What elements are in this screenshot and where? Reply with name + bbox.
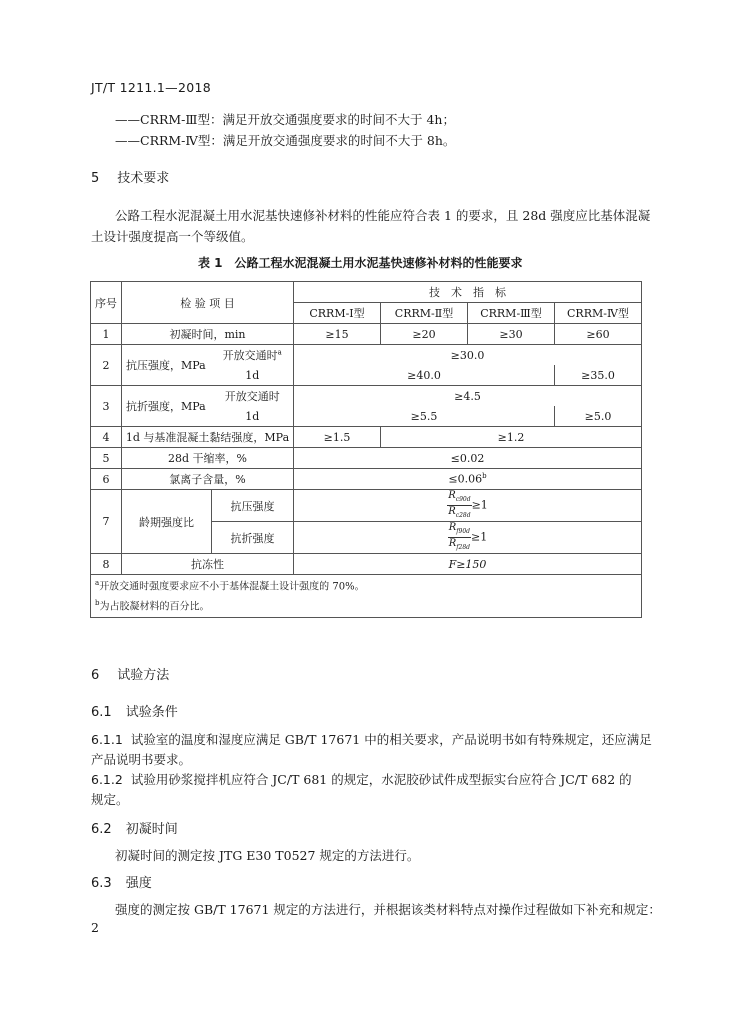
- section-6-1-2-line-1: 6.1.2 试验用砂浆搅拌机应符合 JC/T 681 的规定，水泥胶砂试件成型振实台应符合 JC/T 682 的: [91, 772, 632, 787]
- section-6-3-heading: 6.3 强度: [91, 876, 152, 891]
- row1-value-4: ≥60: [555, 324, 642, 345]
- row2-value-open: ≥30.0: [294, 345, 642, 366]
- header-type-4: CRRM-Ⅳ型: [555, 303, 642, 324]
- row8-seq: 8: [91, 554, 122, 575]
- row2-value-1d-b: ≥35.0: [555, 365, 642, 386]
- row8-value: F≥150: [294, 554, 642, 575]
- section-5-para-line-1: 公路工程水泥混凝土用水泥基快速修补材料的性能应符合表 1 的要求，且 28d 强度应比基体混凝: [115, 208, 651, 223]
- row2-item: 抗压强度，MPa: [122, 345, 212, 386]
- header-type-2: CRRM-Ⅱ型: [381, 303, 468, 324]
- section-title: 技术要求: [117, 171, 170, 186]
- row3-sub-open: 开放交通时: [212, 386, 294, 407]
- row5-item: 28d 干缩率，%: [122, 448, 294, 469]
- row3-seq: 3: [91, 386, 122, 427]
- section-number: 5: [91, 171, 100, 186]
- row2-seq: 2: [91, 345, 122, 386]
- row4-value-a: ≥1.5: [294, 427, 381, 448]
- header-type-1: CRRM-Ⅰ型: [294, 303, 381, 324]
- row2-sub-open: 开放交通时$^a$: [212, 345, 294, 366]
- row4-item: 1d 与基准混凝土黏结强度，MPa: [122, 427, 294, 448]
- row1-seq: 1: [91, 324, 122, 345]
- row7-seq: 7: [91, 490, 122, 554]
- row6-value: ≤0.06$^b$: [294, 469, 642, 490]
- header-type-3: CRRM-Ⅲ型: [468, 303, 555, 324]
- row4-value-b: ≥1.2: [381, 427, 642, 448]
- row3-item: 抗折强度，MPa: [122, 386, 212, 427]
- header-item: 检 验 项 目: [122, 282, 294, 324]
- row7-formula-flexural: $\frac{R_{f90d}}{R_{f28d}}$ ≥1: [294, 522, 642, 554]
- row1-value-2: ≥20: [381, 324, 468, 345]
- row5-seq: 5: [91, 448, 122, 469]
- row3-value-open: ≥4.5: [294, 386, 642, 407]
- row6-seq: 6: [91, 469, 122, 490]
- header-seq: 序号: [91, 282, 122, 324]
- row5-value: ≤0.02: [294, 448, 642, 469]
- row7-item: 龄期强度比: [122, 490, 212, 554]
- section-6-2-heading: 6.2 初凝时间: [91, 822, 178, 837]
- header-tech: 技 术 指 标: [294, 282, 642, 303]
- section-6-1-1-line-2: 产品说明书要求。: [91, 752, 192, 767]
- page-number: 2: [91, 920, 99, 935]
- footnote-a: $^a$开放交通时强度要求应不小于基体混凝土设计强度的 70%。: [95, 579, 365, 593]
- table-caption: 表 1 公路工程水泥混凝土用水泥基快速修补材料的性能要求: [198, 256, 523, 270]
- section-6-heading: 6 试验方法: [91, 668, 170, 683]
- row8-item: 抗冻性: [122, 554, 294, 575]
- row1-item: 初凝时间，min: [122, 324, 294, 345]
- row3-sub-1d: 1d: [212, 406, 294, 427]
- section-6-1-1-line-1: 6.1.1 试验室的温度和湿度应满足 GB/T 17671 中的相关要求，产品说明书如有特殊规定，还应满足: [91, 732, 652, 747]
- section-6-3-text: 强度的测定按 GB/T 17671 规定的方法进行，并根据该类材料特点对操作过程做如下补充和规定：: [115, 902, 661, 917]
- table-footnotes: [91, 575, 642, 618]
- row7-sub-flexural: 抗折强度: [212, 522, 294, 554]
- row2-sub-1d: 1d: [212, 365, 294, 386]
- fraction: $\frac{R_{c90d}}{R_{c28d}}$: [448, 490, 471, 519]
- footnote-b: $^b$为占胶凝材料的百分比。: [95, 599, 210, 613]
- row2-value-1d-a: ≥40.0: [294, 365, 555, 386]
- section-6-2-text: 初凝时间的测定按 JTG E30 T0527 规定的方法进行。: [115, 848, 420, 863]
- row3-value-1d-b: ≥5.0: [555, 406, 642, 427]
- doc-header: JT/T 1211.1—2018: [91, 80, 211, 95]
- row1-value-3: ≥30: [468, 324, 555, 345]
- row6-item: 氯离子含量，%: [122, 469, 294, 490]
- fraction: $\frac{R_{f90d}}{R_{f28d}}$: [448, 522, 470, 551]
- section-5-heading: [91, 167, 169, 186]
- spec-table: [90, 281, 642, 618]
- section-5-para-line-2: 土设计强度提高一个等级值。: [91, 229, 254, 244]
- row1-value-1: ≥15: [294, 324, 381, 345]
- row3-value-1d-a: ≥5.5: [294, 406, 555, 427]
- section-6-1-2-line-2: 规定。: [91, 792, 129, 807]
- intro-line-1: ——CRRM-Ⅲ型：满足开放交通强度要求的时间不大于 4h；: [115, 112, 455, 127]
- row4-seq: 4: [91, 427, 122, 448]
- row7-sub-compressive: 抗压强度: [212, 490, 294, 522]
- intro-line-2: ——CRRM-Ⅳ型：满足开放交通强度要求的时间不大于 8h。: [115, 133, 456, 148]
- section-6-1-heading: 6.1 试验条件: [91, 705, 178, 720]
- row7-formula-compressive: $\frac{R_{c90d}}{R_{c28d}}$ ≥1: [294, 490, 642, 522]
